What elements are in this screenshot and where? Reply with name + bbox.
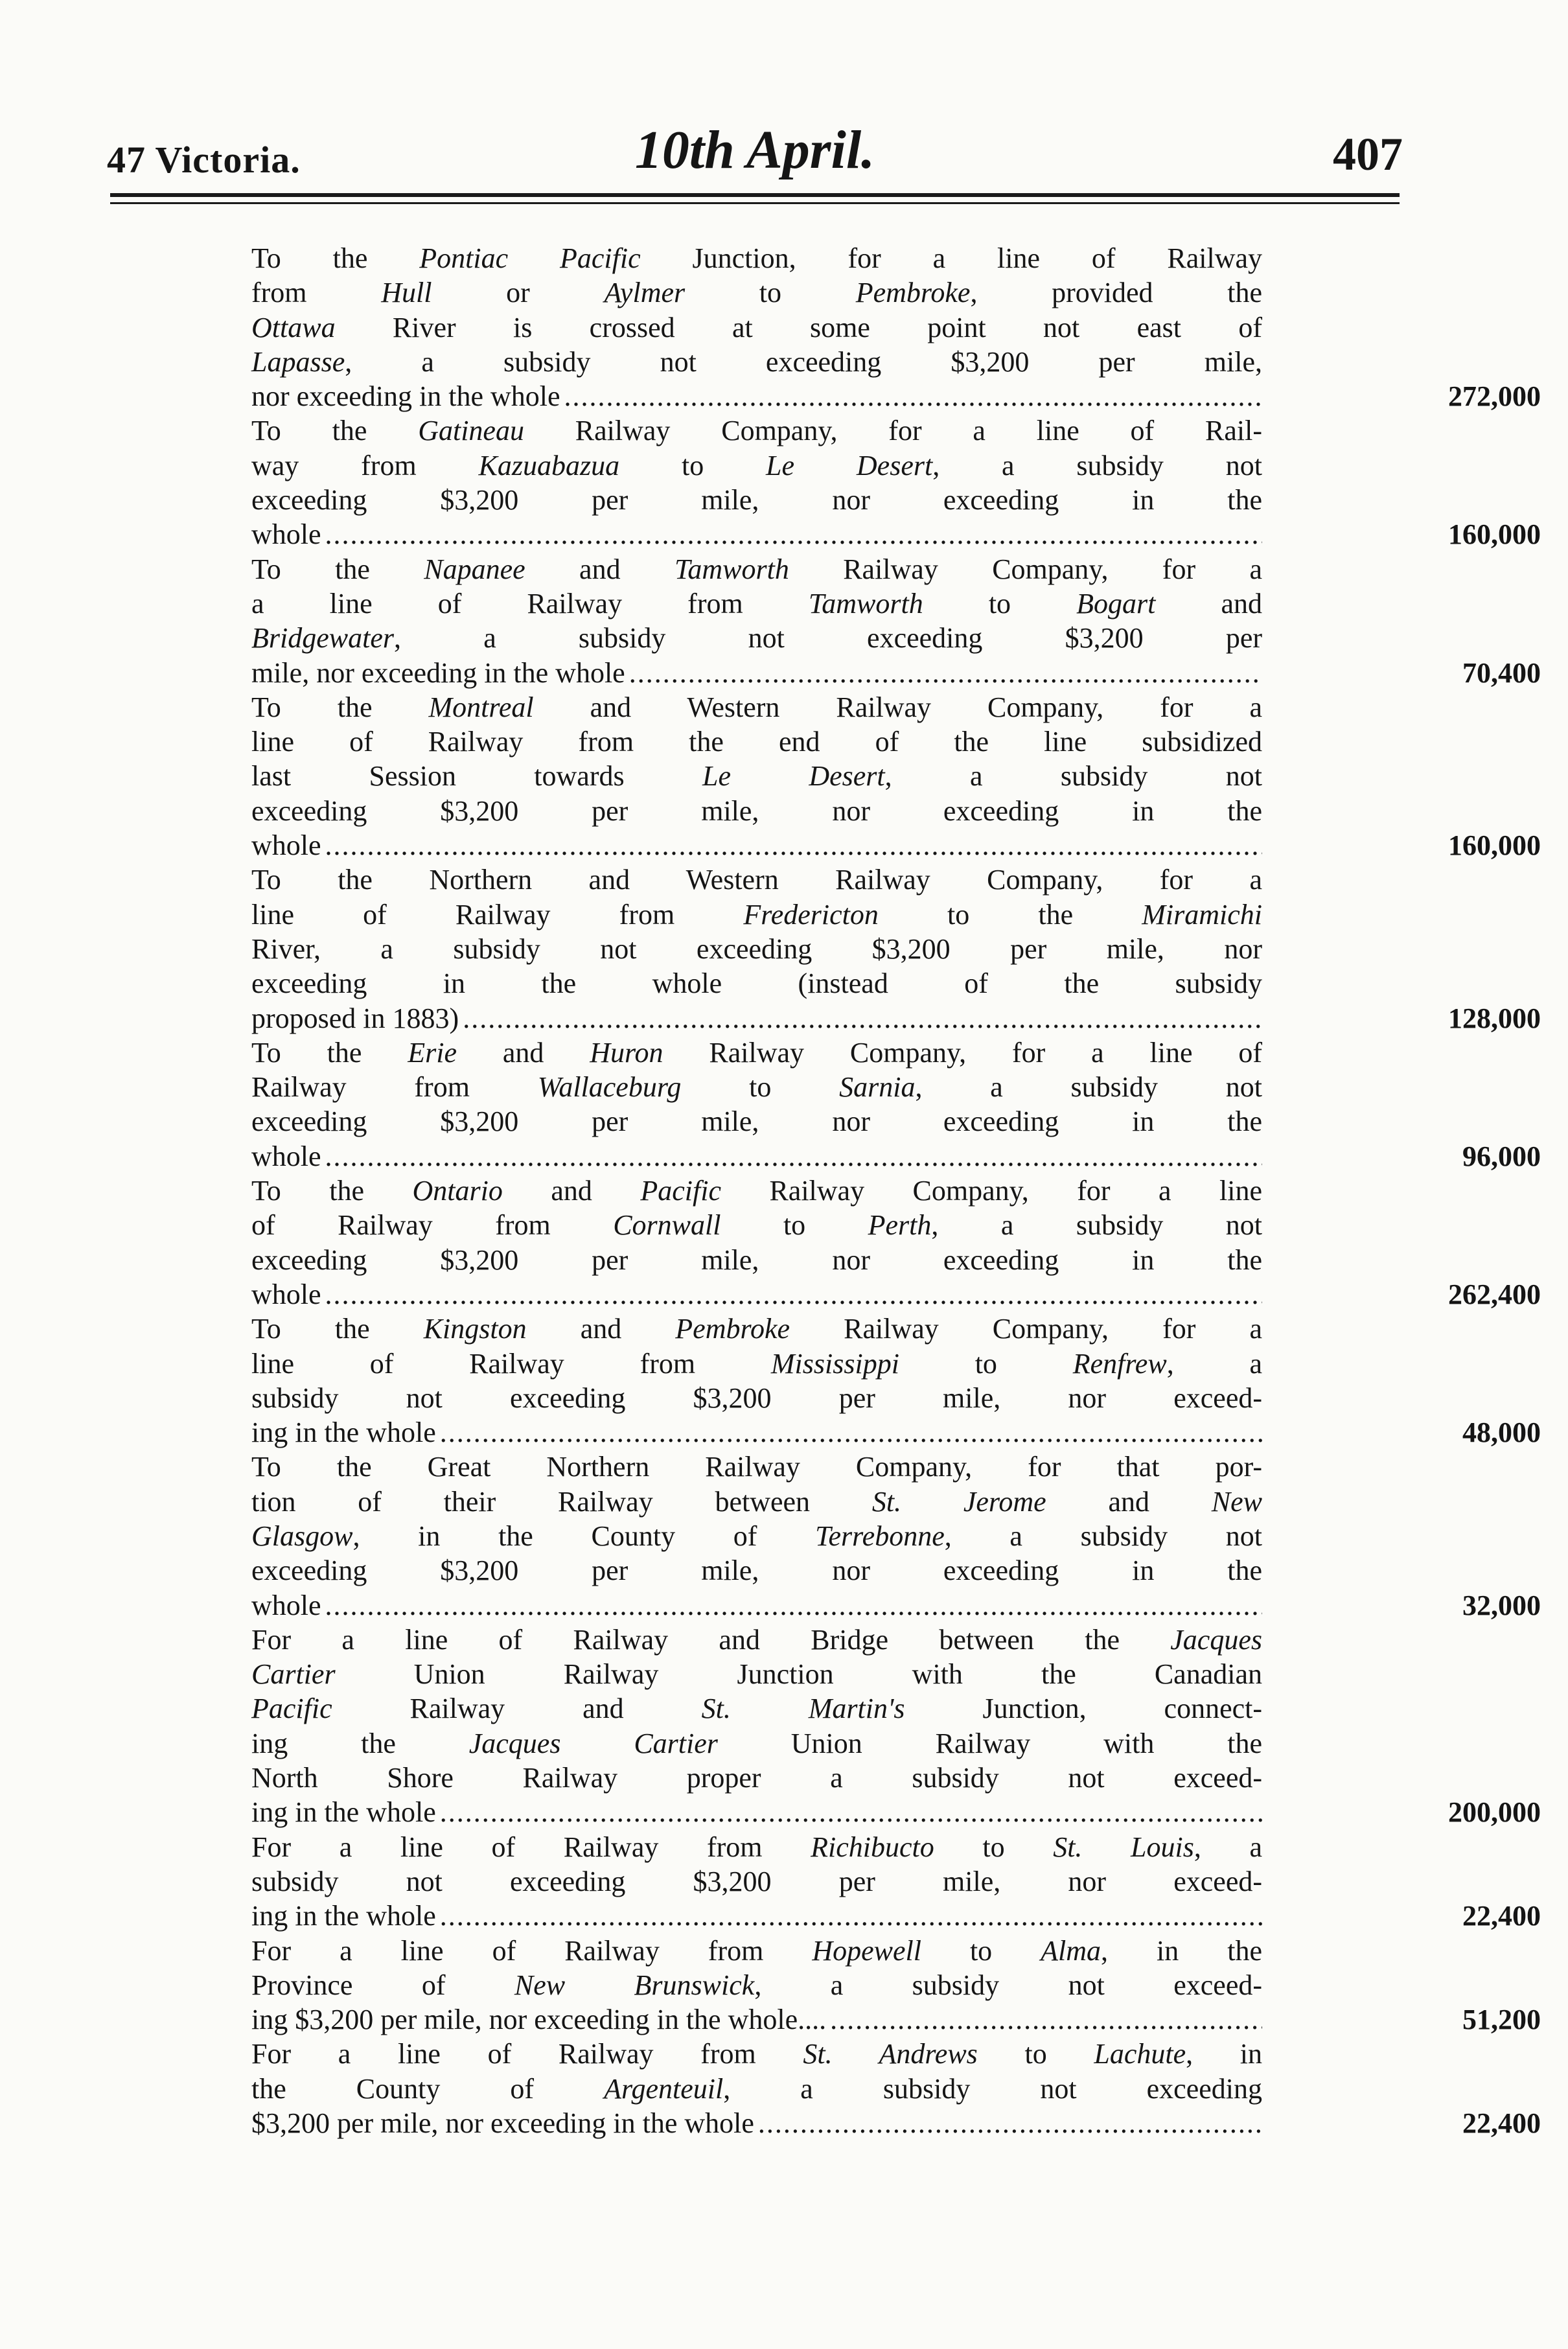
text-run: whole (251, 1589, 321, 1621)
entry-line (251, 448, 1262, 483)
place-name: Le Desert (702, 760, 885, 793)
entry-line (251, 724, 1262, 759)
text-run: whole (251, 1278, 321, 1310)
dot-leader (440, 1415, 1262, 1450)
entry-line (251, 690, 1262, 724)
subsidy-amount: 22,400 (1462, 1900, 1541, 1932)
subsidy-entry (251, 1036, 1541, 1174)
text-run: to (619, 449, 767, 481)
text-run: line of Railway from (251, 1347, 771, 1380)
text-run: and (457, 1036, 590, 1069)
place-name: Pontiac Pacific (419, 242, 641, 274)
text-run: whole (251, 829, 321, 862)
place-name: Le Desert (766, 449, 933, 481)
text-run: ing the (251, 1727, 469, 1759)
dot-leader (325, 1139, 1262, 1174)
text-run: exceeding $3,200 per mile, nor exceeding in the (251, 484, 1262, 516)
entry-line (251, 1726, 1262, 1761)
text-run: to (934, 1831, 1054, 1863)
text-run: , provided the (970, 277, 1262, 309)
text-run: River, a subsidy not exceeding $3,200 per mile, nor (251, 932, 1262, 965)
text-run: ing in the whole (251, 1796, 436, 1829)
text-run: ing in the whole (251, 1900, 436, 1932)
text-run: , a (1166, 1347, 1262, 1380)
text-run: to (923, 587, 1077, 619)
entry-line (251, 621, 1262, 655)
subsidy-amount: 51,200 (1462, 2004, 1541, 2036)
text-run: to (685, 277, 856, 309)
entry-line (251, 897, 1262, 932)
entry-line (251, 310, 1262, 345)
text-run: Union Railway with the (717, 1727, 1262, 1759)
text-run: and Western Railway Company, for a (533, 691, 1262, 723)
text-run: , in (1186, 2038, 1262, 2070)
text-run: Railway Company, for a line of Rail- (524, 415, 1262, 447)
entry-line-text (251, 2002, 827, 2037)
dot-leader (463, 1001, 1262, 1036)
subsidy-amount: 272,000 (1448, 380, 1541, 413)
place-name: St. Louis (1053, 1831, 1194, 1863)
place-name: Kingston (423, 1313, 527, 1345)
text-run: For a line of Railway from (251, 1831, 811, 1863)
entry-line (251, 794, 1262, 828)
place-name: Pembroke (675, 1313, 790, 1345)
entry-line (251, 1588, 1262, 1623)
text-run: exceeding $3,200 per mile, nor exceeding in the (251, 1105, 1262, 1138)
dot-leader (758, 2106, 1262, 2140)
text-run: For a line of Railway from (251, 2038, 803, 2070)
subsidy-amount: 22,400 (1462, 2107, 1541, 2140)
place-name: Tamworth (808, 587, 923, 619)
subsidy-amount: 32,000 (1462, 1589, 1541, 1621)
text-run: North Shore Railway proper a subsidy not exceed- (251, 1762, 1262, 1794)
place-name: Napanee (424, 553, 525, 585)
text-run: and (502, 1175, 641, 1207)
text-run: Railway Company, for a line of (663, 1036, 1263, 1069)
entry-line (251, 966, 1262, 1001)
dot-leader (440, 1899, 1262, 1933)
dot-leader (440, 1795, 1262, 1829)
entry-line (251, 1899, 1262, 1933)
text-run: from (251, 277, 382, 309)
text-run: to (899, 1347, 1073, 1380)
place-name: Hull (381, 277, 432, 309)
place-name: Cartier (251, 1658, 336, 1691)
entry-line (251, 1070, 1262, 1104)
subsidy-entry (251, 552, 1541, 690)
entry-line (251, 759, 1262, 793)
text-run: To the (251, 242, 420, 274)
entry-line-text (251, 1588, 321, 1623)
place-name: Miramichi (1142, 898, 1262, 931)
text-run: to (977, 2038, 1094, 2070)
place-name: Jacques Cartier (468, 1727, 718, 1759)
text-run: , a subsidy not exceed- (754, 1969, 1262, 2001)
entry-line (251, 828, 1262, 862)
text-run: mile, nor exceeding in the whole (251, 656, 625, 689)
entry-line (251, 2002, 1262, 2037)
date-heading: 10th April. (634, 120, 875, 180)
entry-line (251, 1139, 1262, 1174)
text-run: , a subsidy not exceeding $3,200 per mile, (345, 345, 1262, 378)
text-run: subsidy not exceeding $3,200 per mile, nor exceed- (251, 1382, 1262, 1414)
place-name: Aylmer (604, 277, 686, 309)
entry-line (251, 1104, 1262, 1139)
text-run: River is crossed at some point not east of (335, 311, 1262, 343)
entry-line (251, 275, 1262, 310)
text-run: , a subsidy not (915, 1071, 1262, 1104)
dot-leader (325, 517, 1262, 551)
place-name: Jacques (1170, 1623, 1262, 1656)
text-run: , a subsidy not (884, 760, 1262, 793)
entry-line (251, 345, 1262, 379)
place-name: Richibucto (811, 1831, 934, 1863)
place-name: Hopewell (812, 1934, 921, 1967)
entry-line (251, 1277, 1262, 1312)
entry-line (251, 1243, 1262, 1277)
subsidy-entry (251, 1623, 1541, 1830)
place-name: Ottawa (251, 311, 336, 343)
text-run: line of Railway from the end of the line subsidized (251, 726, 1262, 758)
text-run: To the (251, 415, 419, 447)
text-run: exceeding $3,200 per mile, nor exceeding in the (251, 794, 1262, 827)
text-run: Railway Company, for a line (721, 1175, 1263, 1207)
entry-line-text (251, 517, 321, 551)
text-run: to the (878, 898, 1142, 931)
entry-line (251, 1657, 1262, 1691)
place-name: St. Andrews (803, 2038, 978, 2070)
text-run: to (681, 1071, 840, 1104)
text-run: to (721, 1209, 868, 1242)
text-run: , in the (1101, 1934, 1262, 1967)
header-rule-thick (110, 193, 1400, 197)
text-run: , a (1193, 1831, 1262, 1863)
subsidy-entry (251, 1934, 1541, 2037)
text-run: whole (251, 1140, 321, 1172)
entry-line (251, 1381, 1262, 1415)
text-run: To the (251, 1036, 408, 1069)
entry-line (251, 1415, 1262, 1450)
entry-line (251, 2072, 1262, 2106)
entry-line-text (251, 1899, 436, 1933)
entry-line (251, 2037, 1262, 2071)
text-run: , a subsidy not exceeding (723, 2072, 1262, 2105)
text-run: To the (251, 553, 424, 585)
subsidy-amount: 128,000 (1448, 1002, 1541, 1034)
entry-line (251, 1553, 1262, 1588)
place-name: Wallaceburg (537, 1071, 682, 1104)
text-run: subsidy not exceeding $3,200 per mile, nor exceed- (251, 1865, 1262, 1897)
entry-line (251, 241, 1262, 275)
place-name: Sarnia (839, 1071, 916, 1104)
subsidy-amount: 96,000 (1462, 1140, 1541, 1172)
entry-line (251, 862, 1262, 897)
subsidy-entry (251, 1830, 1541, 1934)
subsidy-entry (251, 1312, 1541, 1450)
page-number: 407 (1333, 128, 1403, 180)
entry-line (251, 517, 1262, 551)
text-run: way from (251, 449, 479, 481)
entry-line-text (251, 1001, 459, 1036)
text-run: exceeding $3,200 per mile, nor exceeding in the (251, 1555, 1262, 1587)
entry-line-text (251, 1795, 436, 1829)
place-name: Renfrew (1072, 1347, 1167, 1380)
text-run: For a line of Railway from (251, 1934, 813, 1967)
text-run: and (1155, 587, 1262, 619)
place-name: Ontario (412, 1175, 503, 1207)
subsidy-amount: 160,000 (1448, 518, 1541, 551)
entry-line (251, 1450, 1262, 1484)
text-run: Junction, for a line of Railway (640, 242, 1262, 274)
place-name: Gatineau (418, 415, 524, 447)
session-label: 47 Victoria. (107, 139, 301, 181)
subsidy-entry (251, 862, 1541, 1035)
text-run: Railway Company, for a (790, 1313, 1263, 1345)
text-run: last Session towards (251, 760, 702, 793)
place-name: New Brunswick (514, 1969, 755, 2001)
subsidy-entry (251, 1174, 1541, 1312)
place-name: Erie (408, 1036, 457, 1069)
entry-line (251, 552, 1262, 586)
entry-line-text (251, 656, 625, 690)
place-name: Montreal (428, 691, 534, 723)
place-name: Perth (868, 1209, 932, 1242)
text-run: To the (251, 1313, 424, 1345)
place-name: Glasgow (251, 1520, 353, 1552)
text-run: , in the County of (352, 1520, 816, 1552)
entry-line (251, 1519, 1262, 1553)
text-run: Union Railway Junction with the Canadian (335, 1658, 1262, 1691)
text-run: and (1046, 1485, 1212, 1518)
text-run: and (526, 1313, 676, 1345)
entry-line (251, 1830, 1262, 1864)
subsidy-list (251, 241, 1541, 2140)
entry-line (251, 379, 1262, 413)
text-run: Railway Company, for a (789, 553, 1262, 585)
text-run: to (921, 1934, 1041, 1967)
place-name: Huron (590, 1036, 663, 1069)
dot-leader (325, 828, 1262, 862)
text-run: nor exceeding in the whole (251, 380, 560, 413)
place-name: Kazuabazua (478, 449, 620, 481)
text-run: proposed in 1883) (251, 1002, 459, 1034)
text-run: , a subsidy not (932, 449, 1262, 481)
entry-line-text (251, 2106, 754, 2140)
text-run: ing $3,200 per mile, nor exceeding in the whole.... (251, 2004, 827, 2036)
text-run: , a subsidy not (944, 1520, 1262, 1552)
text-run: and (525, 553, 674, 585)
place-name: Pacific (251, 1693, 332, 1725)
place-name: Argenteuil (604, 2072, 724, 2105)
text-run: For a line of Railway and Bridge between the (251, 1623, 1171, 1656)
text-run: exceeding $3,200 per mile, nor exceeding in the (251, 1244, 1262, 1276)
subsidy-entry (251, 241, 1541, 413)
text-run: whole (251, 518, 321, 551)
entry-line (251, 1623, 1262, 1657)
entry-line-text (251, 1139, 321, 1174)
entry-line (251, 1001, 1262, 1036)
entry-line (251, 413, 1262, 448)
text-run: of Railway from (251, 1209, 614, 1242)
text-run: exceeding in the whole (instead of the subsidy (251, 967, 1262, 1000)
place-name: St. Martin's (701, 1693, 905, 1725)
entry-line-text (251, 828, 321, 862)
place-name: Lapasse (251, 345, 345, 378)
header-rule-thin (110, 202, 1400, 204)
entry-line (251, 1795, 1262, 1829)
entry-line (251, 1485, 1263, 1519)
subsidy-entry (251, 413, 1541, 551)
text-run: Province of (251, 1969, 514, 2001)
dot-leader (325, 1277, 1262, 1312)
text-run: a line of Railway from (251, 587, 809, 619)
text-run: To the (251, 1175, 413, 1207)
entry-line (251, 1347, 1262, 1381)
subsidy-amount: 48,000 (1462, 1417, 1541, 1449)
text-run: $3,200 per mile, nor exceeding in the whole (251, 2107, 754, 2140)
text-run: , a subsidy not exceeding $3,200 per (393, 622, 1262, 654)
subsidy-entry (251, 2037, 1541, 2140)
text-run: ing in the whole (251, 1417, 436, 1449)
entry-line (251, 1968, 1262, 2002)
place-name: Bridgewater (251, 622, 394, 654)
place-name: Alma (1041, 1934, 1101, 1967)
entry-line (251, 1174, 1263, 1208)
place-name: St. Jerome (871, 1485, 1046, 1518)
entry-line (251, 1761, 1262, 1795)
text-run: To the (251, 691, 429, 723)
text-run: the County of (251, 2072, 605, 2105)
text-run: Junction, connect- (905, 1693, 1262, 1725)
text-run: tion of their Railway between (251, 1485, 872, 1518)
entry-line (251, 932, 1262, 966)
entry-line (251, 586, 1262, 621)
text-run: To the Great Northern Railway Company, for that por- (251, 1451, 1262, 1483)
entry-line (251, 1208, 1263, 1242)
entry-line (251, 656, 1262, 690)
text-run: Railway from (251, 1071, 538, 1104)
subsidy-entry (251, 1450, 1541, 1622)
place-name: Pembroke (855, 277, 971, 309)
page-header (107, 110, 1403, 181)
place-name: Bogart (1076, 587, 1156, 619)
subsidy-amount: 200,000 (1448, 1796, 1541, 1829)
place-name: Pacific (640, 1175, 721, 1207)
place-name: Fredericton (743, 898, 879, 931)
text-run: or (432, 277, 605, 309)
entry-line-text (251, 379, 560, 413)
text-run: Railway and (332, 1693, 702, 1725)
place-name: Terrebonne (815, 1520, 945, 1552)
entry-line (251, 483, 1262, 517)
entry-line (251, 1864, 1262, 1899)
place-name: Mississippi (770, 1347, 899, 1380)
entry-line (251, 1036, 1263, 1070)
place-name: New (1211, 1485, 1263, 1518)
dot-leader (629, 656, 1262, 690)
entry-line (251, 2106, 1262, 2140)
place-name: Lachute (1094, 2038, 1186, 2070)
text-run: To the Northern and Western Railway Company, for a (251, 864, 1262, 896)
dot-leader (830, 2002, 1262, 2037)
dot-leader (564, 379, 1262, 413)
entry-line (251, 1312, 1263, 1346)
dot-leader (325, 1588, 1262, 1623)
subsidy-amount: 262,400 (1448, 1278, 1541, 1310)
subsidy-amount: 70,400 (1462, 656, 1541, 689)
subsidy-entry (251, 690, 1541, 862)
entry-line (251, 1934, 1262, 1968)
text-run: , a subsidy not (931, 1209, 1263, 1242)
place-name: Tamworth (674, 553, 789, 585)
entry-line-text (251, 1415, 436, 1450)
entry-line-text (251, 1277, 321, 1312)
text-run: line of Railway from (251, 898, 744, 931)
entry-line (251, 1691, 1262, 1726)
place-name: Cornwall (613, 1209, 721, 1242)
subsidy-amount: 160,000 (1448, 829, 1541, 862)
